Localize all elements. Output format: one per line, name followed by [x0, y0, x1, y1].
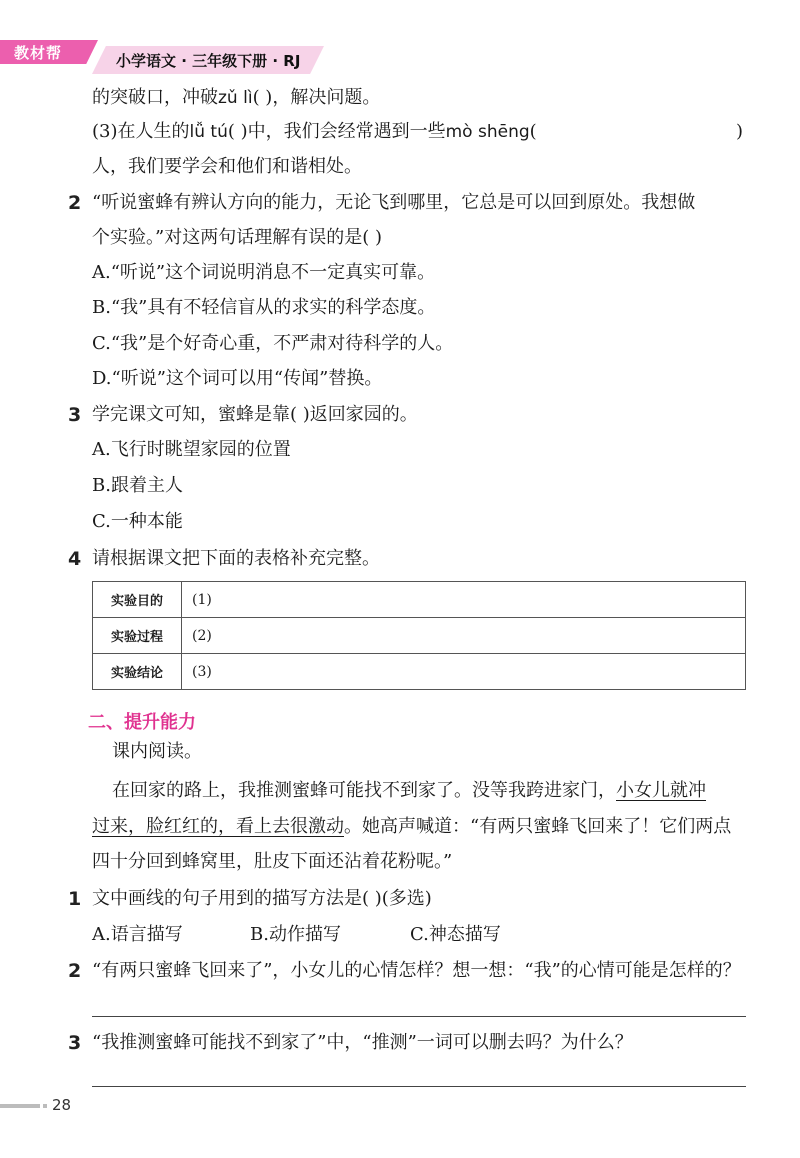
underlined-text: 小女儿就冲 [616, 780, 706, 801]
option-b: B.跟着主人 [92, 475, 183, 496]
question-number: 2 [68, 960, 82, 982]
option-d: D.“听说”这个词可以用“传闻”替换。 [92, 368, 383, 389]
question-number: 1 [68, 888, 82, 910]
page-header [0, 0, 800, 70]
question-stem: 请根据课文把下面的表格补充完整。 [92, 548, 380, 569]
question-stem: “我推测蜜蜂可能找不到家了”中，“推测”一词可以删去吗？为什么？ [92, 1032, 633, 1053]
text: (3)在人生的 [92, 121, 190, 142]
text: 在回家的路上，我推测蜜蜂可能找不到家了。没等我跨进家门， [112, 780, 616, 801]
pinyin: zǔ lì [218, 88, 253, 108]
text: 。她高声喊道：“有两只蜜蜂飞回来了！它们两点 [344, 816, 732, 837]
option-c: C.一种本能 [92, 511, 183, 532]
row-label: 实验结论 [93, 654, 182, 690]
section-title: 二、提升能力 [88, 712, 196, 733]
page-number: 28 [52, 1096, 72, 1114]
brand-label: 教材帮 [14, 44, 63, 62]
table-row [93, 618, 746, 654]
underlined-text: 过来，脸红红的，看上去很激动 [92, 816, 344, 837]
answer-cell[interactable]: (1) [182, 582, 746, 618]
question-number: 3 [68, 1032, 82, 1054]
question-stem: “有两只蜜蜂飞回来了”，小女儿的心情怎样？想一想：“我”的心情可能是怎样的？ [92, 960, 741, 981]
option-a: A.飞行时眺望家园的位置 [92, 439, 291, 460]
option-a: A.语言描写 [92, 924, 183, 945]
experiment-table [92, 581, 746, 690]
question-number: 2 [68, 192, 82, 214]
pinyin: mò shēng [445, 122, 530, 142]
row-label: 实验过程 [93, 618, 182, 654]
footer-dot [43, 1104, 47, 1108]
passage-line-3: 四十分回到蜂窝里，肚皮下面还沾着花粉呢。” [92, 851, 453, 872]
question-number: 3 [68, 404, 82, 426]
text: 的突破口，冲破 [92, 87, 218, 108]
question-stem: “听说蜜蜂有辨认方向的能力，无论飞到哪里，它总是可以回到原处。我想做 [92, 192, 696, 213]
question-stem: 文中画线的句子用到的描写方法是( )(多选) [92, 888, 432, 909]
table-row [93, 654, 746, 690]
text: ( )中，我们会经常遇到一些 [227, 121, 446, 142]
q1-item3-line1 [92, 120, 537, 144]
answer-line[interactable] [92, 1016, 746, 1017]
passage-line-2 [92, 815, 731, 839]
reading-intro: 课内阅读。 [112, 741, 202, 762]
passage-line-1 [112, 779, 706, 803]
option-c: C.神态描写 [410, 924, 501, 945]
answer-cell[interactable]: (3) [182, 654, 746, 690]
footer-bar [0, 1104, 40, 1108]
option-a: A.“听说”这个词说明消息不一定真实可靠。 [92, 262, 436, 283]
subject-label: 小学语文 · 三年级下册 · RJ [116, 52, 301, 70]
row-label: 实验目的 [93, 582, 182, 618]
q1-item3-line2: 人，我们要学会和他们和谐相处。 [92, 156, 362, 177]
text: ( )，解决问题。 [252, 87, 381, 108]
option-b: B.动作描写 [250, 924, 341, 945]
option-b: B.“我”具有不轻信盲从的求实的科学态度。 [92, 297, 436, 318]
blank-close: ) [736, 121, 744, 142]
question-stem: 个实验。”对这两句话理解有误的是( ) [92, 227, 382, 248]
q1-continued-line [92, 86, 380, 110]
answer-line[interactable] [92, 1086, 746, 1087]
table-row [93, 582, 746, 618]
option-c: C.“我”是个好奇心重，不严肃对待科学的人。 [92, 333, 454, 354]
answer-cell[interactable]: (2) [182, 618, 746, 654]
text: ( [529, 121, 537, 142]
pinyin: lǚ tú [189, 122, 228, 142]
question-number: 4 [68, 548, 82, 570]
question-stem: 学完课文可知，蜜蜂是靠( )返回家园的。 [92, 404, 418, 425]
